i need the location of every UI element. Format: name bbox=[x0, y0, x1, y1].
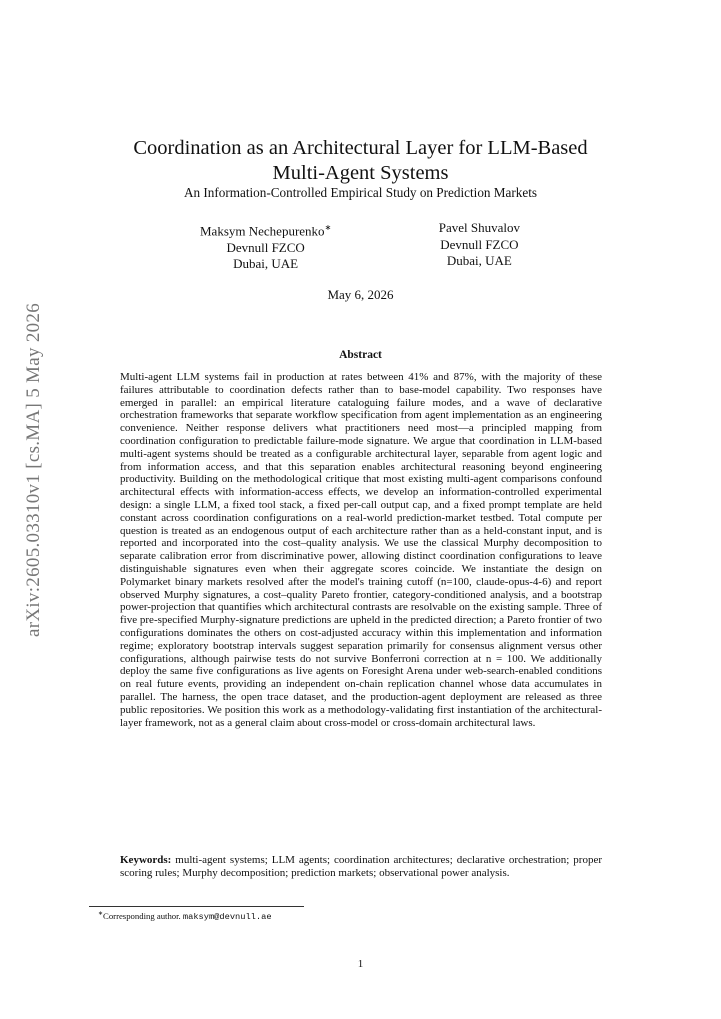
author-block bbox=[200, 220, 520, 273]
paper-title bbox=[0, 136, 721, 186]
author-location: Dubai, UAE bbox=[233, 256, 299, 272]
author-2 bbox=[439, 220, 520, 273]
paper-subtitle: An Information-Controlled Empirical Study on Prediction Markets bbox=[183, 185, 538, 200]
title-line-2: Multi-Agent Systems bbox=[272, 162, 449, 184]
title-line-1: Coordination as an Architectural Layer for LLM-Based bbox=[133, 137, 588, 159]
keywords-text: multi-agent systems; LLM agents; coordination architectures; declarative orchestration; proper scoring rules; Murphy decomposition; prediction markets; observational power analysis. bbox=[120, 854, 602, 879]
abstract-heading: Abstract bbox=[339, 349, 382, 361]
corresponding-email: maksym@devnull.ae bbox=[182, 911, 272, 922]
footnote-rule bbox=[89, 906, 304, 907]
publication-date: May 6, 2026 bbox=[327, 287, 394, 302]
keywords-paragraph bbox=[120, 854, 602, 880]
author-footnote-mark: ∗ bbox=[324, 223, 332, 232]
abstract-body: Multi-agent LLM systems fail in production at rates between 41% and 87%, with the majority of these failures attributable to coordination defects rather than to base-model capability. Two responses have emerged in parallel: an empirical literature cataloguing failure modes, and a wave of declarative orchestration frameworks that separate workflow specification from agent implementation as an engineering convenience. Neither response delivers what practitioners need most—a principled mapping from coordination configuration to predictable failure-mode signature. We argue that coordination in LLM-based multi-agent systems should be treated as a configurable architectural layer, separable from agent logic and from information access, and that this separation enables architectural reasoning beyond engineering productivity. Building on the methodological critique that most existing multi-agent comparisons confound architectural effects with information-access effects, we develop an information-controlled experimental design: a single LLM, a fixed tool stack, a fixed per-call output cap, and a fixed prompt template are held constant across coordination configurations on a real-world prediction-market testbed. Total compute per question is treated as an endogenous output of each architecture rather than as a held-constant input, and is reported and incorporated into the cost–quality analysis. We use the classical Murphy decomposition to separate calibration error from discriminative power, allowing distinct coordination configurations to leave distinguishable signatures even when their aggregate scores coincide. We instantiate the design on Polymarket binary markets resolved after the model's training cutoff (n=100, claude-opus-4-6) and report observed Murphy signatures, a cost–quality Pareto frontier, category-conditioned analysis, and a bootstrap power-projection that quantifies which architectural contrasts are resolvable on the existing sample. Three of five pre-specified Murphy-signature predictions are upheld in the predicted direction; a Pareto frontier of two configurations dominates the others on cost-adjusted accuracy within this implementation and information regime; exploratory bootstrap intervals suggest separation primarily for consensus alignment versus other configurations, although pairwise tests do not survive Bonferroni correction at n = 100. We additionally deploy the same five configurations as live agents on Foresight Arena under web-search-enabled conditions on real future events, providing an independent on-chain replication channel whose data accumulates in parallel. The harness, the open trace dataset, and the production-agent deployment are released as three public repositories. We position this work as a methodology-validating first instantiation of the architectural-layer framework, not as a general claim about cross-model or cross-domain architectural laws. bbox=[120, 371, 602, 729]
author-name: Pavel Shuvalov bbox=[438, 220, 520, 235]
footnote bbox=[98, 910, 272, 922]
author-affiliation: Devnull FZCO bbox=[226, 239, 305, 255]
arxiv-identifier: arXiv:2605.03310v1 [cs.MA] 5 May 2026 bbox=[23, 302, 44, 638]
author-1 bbox=[200, 220, 331, 273]
footnote-mark: ∗ bbox=[98, 911, 104, 917]
keywords-label: Keywords: bbox=[120, 854, 172, 866]
author-affiliation: Devnull FZCO bbox=[440, 236, 519, 252]
page-number: 1 bbox=[357, 958, 364, 970]
author-location: Dubai, UAE bbox=[446, 253, 512, 268]
footnote-text: Corresponding author. bbox=[103, 910, 181, 921]
author-name: Maksym Nechepurenko bbox=[200, 223, 325, 239]
